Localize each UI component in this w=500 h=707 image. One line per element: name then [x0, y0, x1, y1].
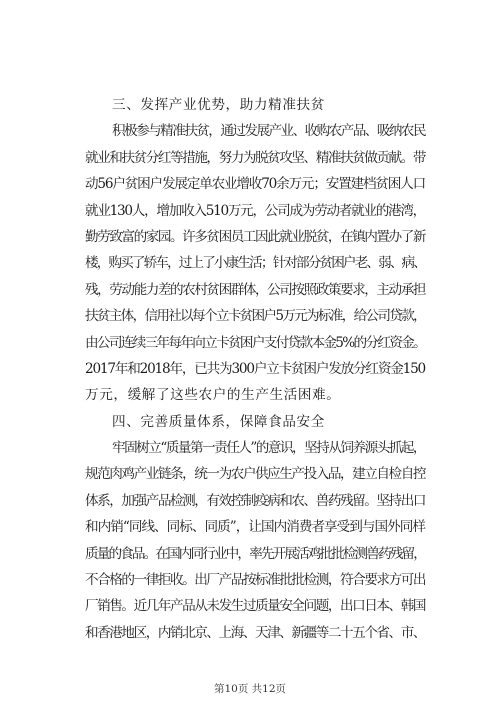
paragraph-line: 和香港地区，内销北京、上海、天津、新疆等二十五个省、市、 [85, 624, 425, 641]
paragraph-line: 牢固树立“质量第一责任人”的意识，坚持从饲养源头抓起， [112, 440, 425, 457]
paragraph-line: 不合格的一律拒收。出厂产品按标准批批检测，符合要求方可出 [85, 572, 425, 589]
paragraph-line: 勤劳致富的家园。许多贫困员工因此就业脱贫，在镇内置办了新 [85, 228, 425, 245]
paragraph-line: 楼，购买了轿车，过上了小康生活；针对部分贫困户老、弱、病、 [85, 255, 425, 272]
paragraph-line: 动56户贫困户发展定单农业增收70余万元；安置建档贫困人口 [85, 176, 425, 193]
paragraph-line: 由公司连续三年每年向立卡贫困户支付贷款本金5%的分红资金。 [85, 334, 425, 351]
paragraph-line: 扶贫主体，信用社以每个立卡贫困户5万元为标准，给公司贷款， [85, 308, 426, 325]
section-heading-3: 三、发挥产业优势，助力精准扶贫 [112, 97, 325, 113]
section-heading-4: 四、完善质量体系，保障食品安全 [112, 413, 325, 430]
paragraph-line: 和内销“同线、同标、同质”，让国内消费者享受到与国外同样 [85, 519, 425, 536]
document-body [85, 92, 425, 646]
paragraph-line: 就业和扶贫分红等措施，努力为脱贫攻坚、精准扶贫做贡献。带 [85, 149, 425, 166]
paragraph-line: 积极参与精准扶贫，通过发展产业、收购农产品、吸纳农民 [112, 123, 425, 140]
paragraph-line: 规范肉鸡产业链条，统一为农户供应生产投入品，建立自检自控 [85, 466, 425, 483]
paragraph-line: 就业130人，增加收入510万元，公司成为劳动者就业的港湾， [85, 202, 426, 219]
paragraph-line: 残，劳动能力差的农村贫困群体，公司按照政策要求，主动承担 [85, 281, 425, 298]
paragraph-line: 质量的食品。在国内同行业中，率先开展活鸡批批检测兽药残留， [85, 545, 425, 562]
paragraph-line: 万元，缓解了这些农户的生产生活困难。 [85, 387, 341, 404]
paragraph-line: 厂销售。近几年产品从未发生过质量安全问题，出口日本、韩国 [85, 598, 425, 615]
page-number-footer: 第10页 共12页 [213, 683, 287, 695]
paragraph-line: 体系，加强产品检测，有效控制疫病和农、兽药残留。坚持出口 [85, 492, 425, 509]
paragraph-line: 2017年和2018年，已共为300户立卡贫困户发放分红资金150 [85, 360, 425, 377]
